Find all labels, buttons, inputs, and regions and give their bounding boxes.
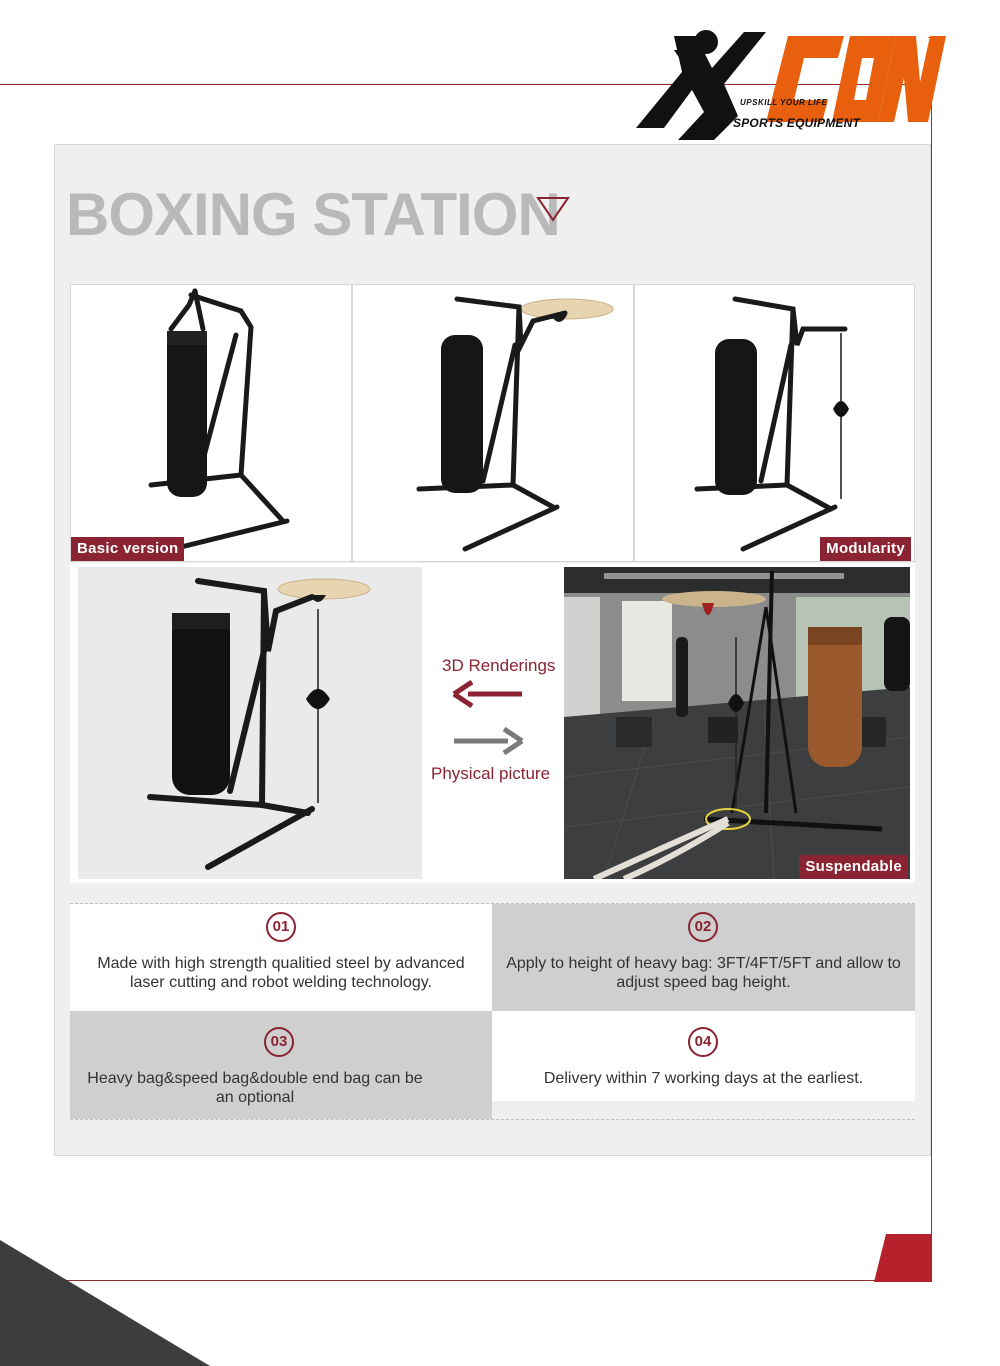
- feature-01: [70, 904, 492, 1011]
- feature-03: [70, 1011, 492, 1119]
- render-image: [78, 567, 422, 879]
- product-card-speed-bag: [352, 284, 634, 562]
- physical-label: Physical picture: [431, 764, 551, 783]
- arrow-right-icon: [452, 726, 524, 756]
- page-title: BOXING STATION: [66, 181, 560, 248]
- logo-subtitle: SPORTS EQUIPMENT: [733, 116, 860, 130]
- boxing-stand-speed-bag-image: [353, 285, 634, 562]
- frame-right-line: [931, 84, 932, 1282]
- feature-text: Made with high strength qualitied steel by advanced laser cutting and robot welding technology.: [97, 955, 465, 991]
- divider-bottom: [70, 1119, 915, 1120]
- corner-triangle-decoration: [0, 1240, 210, 1366]
- arrow-left-icon: [452, 680, 524, 708]
- feature-02: [492, 904, 915, 1011]
- feature-number: 03: [264, 1027, 294, 1057]
- product-card-basic: [70, 284, 352, 562]
- tag-suspendable: Suspendable: [799, 855, 908, 879]
- feature-number: 02: [688, 912, 718, 942]
- logo-tagline: UPSKILL YOUR LIFE: [740, 98, 828, 107]
- boxing-stand-image: [71, 285, 352, 562]
- feature-number: 01: [266, 912, 296, 942]
- boxing-stand-double-end-image: [635, 285, 915, 562]
- logo-trademark: TM: [928, 36, 940, 45]
- tag-basic-version: Basic version: [71, 537, 184, 561]
- feature-text: Apply to height of heavy bag: 3FT/4FT/5FT and allow to adjust speed bag height.: [506, 955, 901, 991]
- corner-red-decoration: [874, 1234, 932, 1282]
- product-card-modular: [634, 284, 915, 562]
- title-triangle-icon: [536, 196, 570, 222]
- feature-text: Delivery within 7 working days at the earliest.: [543, 1070, 864, 1087]
- gym-photo: [564, 567, 910, 879]
- feature-04: [492, 1011, 915, 1101]
- render-label: 3D Renderings: [442, 656, 556, 675]
- feature-text: Heavy bag&speed bag&double end bag can be an optional: [87, 1070, 423, 1106]
- tag-modularity: Modularity: [820, 537, 911, 561]
- feature-number: 04: [688, 1027, 718, 1057]
